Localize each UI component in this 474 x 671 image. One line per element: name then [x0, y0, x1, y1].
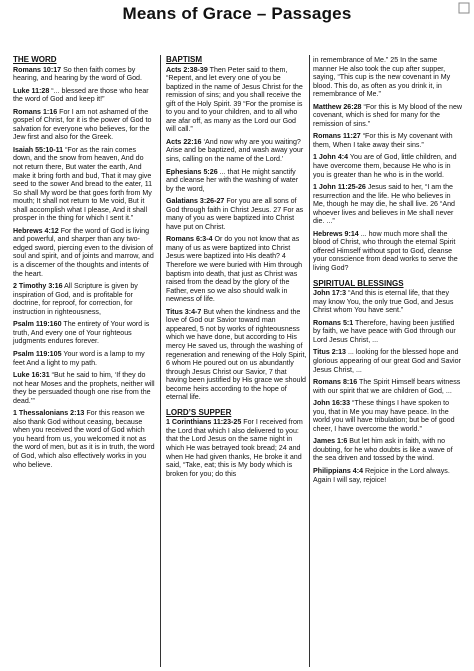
passage — [313, 230, 463, 273]
passage-reference: Acts 2:38-39 — [166, 65, 208, 74]
passage — [166, 235, 307, 303]
passage-reference: 1 Thessalonians 2:13 — [13, 409, 85, 418]
passage-reference: 1 John 11:25-26 — [313, 183, 366, 192]
passage-reference: Acts 22:16 — [166, 137, 202, 146]
passage-reference: Hebrews 9:14 — [313, 229, 359, 238]
passage-reference: 1 John 4:4 — [313, 153, 349, 162]
column-divider — [309, 55, 310, 667]
passage — [166, 168, 307, 194]
passage — [13, 371, 155, 405]
section-heading: SPIRITUAL BLESSINGS — [313, 278, 404, 288]
passage — [313, 289, 463, 315]
passage-reference: Romans 10:17 — [13, 65, 62, 74]
passage-text: Therefore, having been justified by faith, we have peace with God through our Lord Jesus Christ, ... — [313, 318, 456, 344]
passage — [166, 138, 307, 164]
section-heading: BAPTISM — [166, 55, 202, 64]
passage — [313, 399, 463, 433]
passage — [313, 103, 463, 129]
passage-text: All Scripture is given by inspiration of God, and is profitable for doctrine, for reproof, for correction, for instruction in righteousness, — [13, 282, 138, 316]
passage-reference: Isaiah 55:10-11 — [13, 145, 64, 154]
passage — [166, 418, 307, 478]
passage — [13, 108, 155, 142]
passage — [13, 350, 155, 367]
passage — [13, 227, 155, 278]
passage-reference: Titus 3:4-7 — [166, 307, 202, 316]
passage-reference: Galatians 3:26-27 — [166, 197, 225, 206]
passage — [313, 348, 463, 374]
passage — [13, 87, 155, 104]
section-heading: LORD’S SUPPER — [166, 407, 232, 417]
passage — [166, 308, 307, 402]
passage-reference: 2 Timothy 3:16 — [13, 282, 63, 291]
passage — [13, 66, 155, 83]
passage-text: For I received from the Lord that which I also delivered to you: that the Lord Jesus on the same night in which He was betrayed took bread; 24 and when He had given thanks, He broke it and said, “Take, eat; this is My body which is broken for you; do this — [166, 418, 303, 478]
passage-text: “And this is eternal life, that they may know You, the only true God, and Jesus Christ whom You have sent.” — [313, 289, 454, 315]
passage-text: “But he said to him, ‘If they do not hear Moses and the prophets, neither will they be persuaded though one rise from the dead.’” — [13, 371, 155, 405]
column-3 — [313, 56, 463, 488]
passage — [313, 56, 463, 99]
column-divider — [160, 55, 161, 667]
passage-text: The Spirit Himself bears witness with our spirit that we are children of God, ... — [313, 378, 461, 395]
passage-text: ... looking for the blessed hope and glorious appearing of our great God and Savior Jesus Christ, ... — [313, 348, 461, 374]
passage-text: For this reason we also thank God without ceasing, because when you received the word of God which you heard from us, you welcomed it not as the word of men, but as it is in truth, the word of God, which also effectively works in you who believe. — [13, 409, 155, 469]
passage-reference: 1 Corinthians 11:23-25 — [166, 418, 242, 427]
passage-text: “For this is My covenant with them, When I take away their sins.” — [313, 132, 453, 149]
passage-text: The entirety of Your word is truth, And every one of Your righteous judgments endures forever. — [13, 320, 150, 346]
passage-reference: Hebrews 4:12 — [13, 226, 59, 235]
passage-text: For I am not ashamed of the gospel of Christ, for it is the power of God to salvation for everyone who believes, for the Jew first and also for the Greek. — [13, 107, 152, 142]
passage-reference: Matthew 26:28 — [313, 102, 362, 111]
passage — [13, 320, 155, 346]
passage-text: Jesus said to her, “I am the resurrection and the life. He who believes in Me, though he may die, he shall live. 26 “And whoever lives and believes in Me shall never die. ...” — [313, 183, 455, 226]
column-1 — [13, 56, 155, 473]
passage — [313, 132, 463, 149]
passage-text: “... blessed are those who hear the word of God and keep it!” — [13, 86, 149, 104]
passage-reference: Romans 5:1 — [313, 318, 354, 327]
passage-text: “For as the rain comes down, and the snow from heaven, And do not return there, But water the earth, And make it bring forth and bud, That it may give seed to the sower And bread to the eater, 11 So shall My word be that goes forth from My mouth; It shall not return to Me void, But it shall accomplish what I please, And it shall prosper in the thing for which I sent it.” — [13, 145, 153, 223]
passage-text: ... how much more shall the blood of Christ, who through the eternal Spirit offered Himself without spot to God, cleanse your conscience from dead works to serve the living God? — [313, 229, 458, 273]
passage — [313, 153, 463, 179]
passage-reference: John 16:33 — [313, 399, 351, 408]
passage-text: For the word of God is living and powerful, and sharper than any two-edged sword, piercing even to the division of soul and spirit, and of joints and marrow, and is a discerner of the thoughts and intents of the heart. — [13, 226, 154, 278]
passage-text: Your word is a lamp to my feet And a light to my path. — [13, 349, 145, 367]
passage — [13, 146, 155, 223]
passage-text: Then Peter said to them, “Repent, and let every one of you be baptized in the name of Jesus Christ for the remission of sins; and you shall receive the gift of the Holy Spirit. 39 “For the promise is to you and to your children, and to all who are afar off, as many as the Lord our God will call.” — [166, 65, 303, 134]
passage-text: “These things I have spoken to you, that in Me you may have peace. In the world you will have tribulation; but be of good cheer, I have overcome the world.” — [313, 399, 455, 433]
passage-text: Rejoice in the Lord always. Again I will say, rejoice! — [313, 466, 450, 484]
passage — [313, 183, 463, 226]
passage-reference: Psalm 119:160 — [13, 320, 62, 329]
passage-text: ‘And now why are you waiting? Arise and be baptized, and wash away your sins, calling on the name of the Lord.’ — [166, 137, 304, 164]
passage-text: For you are all sons of God through faith in Christ Jesus. 27 For as many of you as were baptized into Christ have put on Christ. — [166, 197, 304, 231]
page-title: Means of Grace – Passages — [122, 4, 352, 23]
passage-reference: Titus 2:13 — [313, 348, 346, 357]
passage-text: So then faith comes by hearing, and hearing by the word of God. — [13, 65, 142, 83]
passage-reference: Luke 16:31 — [13, 371, 50, 380]
passage-text: ... that He might sanctify and cleanse her with the washing of water by the word, — [166, 167, 299, 193]
passage-text: “For this is My blood of the new covenant, which is shed for many for the remission of sins.” — [313, 102, 463, 128]
passage-reference: Psalm 119:105 — [13, 349, 62, 358]
passage-text: in remembrance of Me.” 25 In the same manner He also took the cup after supper, saying, “This cup is the new covenant in My blood. This do, as often as you drink it, in remembrance of Me.” — [313, 56, 451, 99]
passage-text: You are of God, little children, and have overcome them, because He who is in you is greater than he who is in the world. — [313, 153, 457, 179]
passage-reference: Romans 6:3-4 — [166, 235, 213, 244]
passage-reference: James 1:6 — [313, 437, 348, 446]
passage — [313, 467, 463, 484]
passage — [13, 409, 155, 469]
passage-reference: Ephesians 5:26 — [166, 167, 218, 176]
passage-reference: Luke 11:28 — [13, 86, 50, 95]
passage-text: But let him ask in faith, with no doubting, for he who doubts is like a wave of the sea driven and tossed by the wind. — [313, 437, 453, 463]
corner-mark-icon — [458, 2, 470, 14]
passage-reference: Romans 11:27 — [313, 132, 361, 141]
passage — [313, 378, 463, 395]
section-heading: THE WORD — [13, 55, 57, 64]
column-2 — [166, 56, 307, 482]
passage-reference: John 17:3 — [313, 289, 347, 298]
passage — [13, 282, 155, 316]
passage-text: But when the kindness and the love of God our Savior toward man appeared, 5 not by works of righteousness which we have done, but according to His mercy He saved us, through the washing of regeneration and renewing of the Holy Spirit, 6 whom He poured out on us abundantly through Jesus Christ our Savior, 7 that having been justified by His grace we should become heirs according to the hope of eternal life. — [166, 307, 307, 402]
passage-text: Or do you not know that as many of us as were baptized into Christ Jesus were baptized into His death? 4 Therefore we were buried with Him through baptism into death, that just as Christ was raised from the dead by the glory of the Father, even so we also should walk in newness of life. — [166, 235, 303, 304]
passage — [313, 437, 463, 463]
passage — [313, 319, 463, 345]
passage-reference: Philippians 4:4 — [313, 466, 364, 475]
passage — [166, 66, 307, 134]
passage-reference: Romans 8:16 — [313, 378, 358, 387]
passage — [166, 197, 307, 231]
passage-reference: Romans 1:16 — [13, 107, 58, 116]
